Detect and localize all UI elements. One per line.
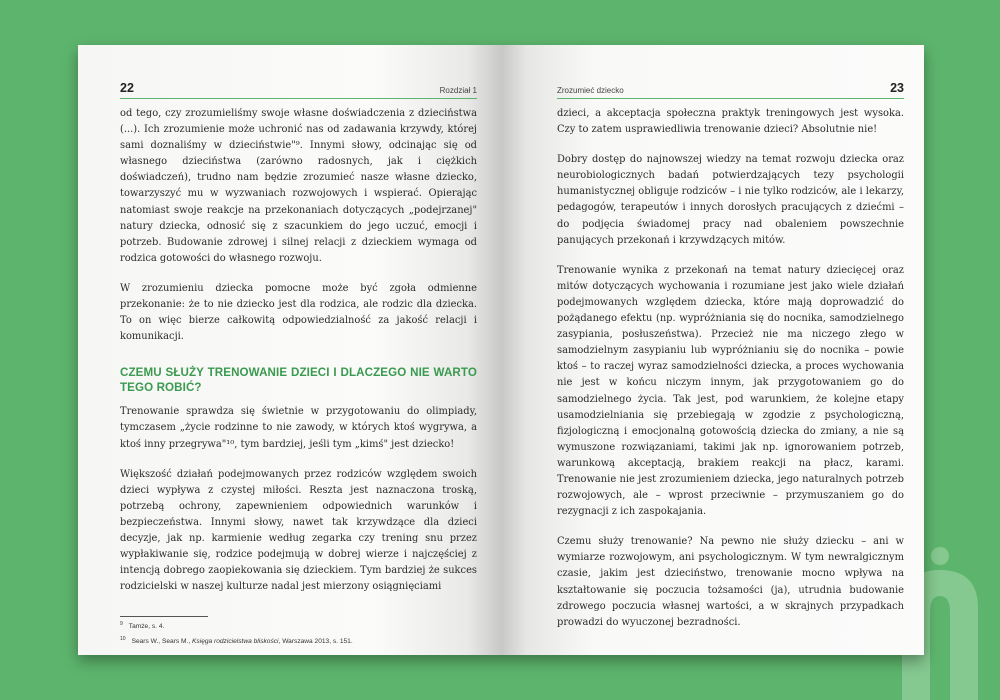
left-running-head	[120, 77, 477, 95]
footnotes	[120, 616, 477, 648]
right-page-number: 23	[890, 81, 904, 95]
right-paragraph-3: Trenowanie wynika z przekonań na temat natury dziecięcej oraz mitów dotyczących wychowania i rozumiane jest jako wiele działań podejmowanych względem dziecka, które mają doprowadzić do pożądanego efektu (np. wypróżniania się do nocnika, samodzielnego zasypiania, posłuszeństwa). Przecież nie ma niczego złego w samodzielnym zasypianiu lub wypróżnianiu się do nocnika – powie ktoś – to raczej wyraz samodzielności dziecka, a proces wychowania nie jest w końcu niczym innym, jak przygotowaniem go do samodzielnego życia. Tak jest, pod warunkiem, że kolejne etapy usamodzielniania się przebiegają w zgodzie z psychologiczną, fizjologiczną i emocjonalną gotowością dziecka do zmiany, a nie są wymuszone rozwiązaniami, takimi jak np. ignorowaniem potrzeb, warunkową akceptacją, brakiem reakcji na płacz, karami. Trenowanie nie jest zrozumieniem dziecka, jego naturalnych potrzeb rozwojowych, ale – wprost przeciwnie – przymuszaniem go do rezygnacji z ich zaspokajania.	[557, 264, 904, 518]
right-page	[501, 45, 924, 655]
left-page	[78, 45, 501, 655]
footnote-number: 9	[120, 621, 123, 627]
footnote-10	[120, 633, 477, 648]
left-page-number: 22	[120, 81, 134, 95]
section-heading: CZEMU SŁUŻY TRENOWANIE DZIECI I DLACZEGO NIE WARTO TEGO ROBIĆ?	[120, 366, 477, 395]
footnote-text-end: , Warszawa 2013, s. 151.	[278, 638, 353, 646]
left-paragraph-3: Trenowanie sprawdza się świetnie w przygotowaniu do olimpiady, tymczasem „życie rodzinne to nie zawody, w których ktoś wygrywa, a ktoś inny przegrywa"¹⁰, tym bardziej, jeśli tym „kimś" jest dziecko!	[120, 406, 477, 450]
right-chapter-title: Zrozumieć dziecko	[557, 86, 624, 95]
footnote-rule	[120, 616, 208, 617]
footnote-book-title: Księga rodzicielstwa bliskości	[192, 638, 279, 646]
right-paragraph-2: Dobry dostęp do najnowszej wiedzy na temat rozwoju dziecka oraz neurobiologicznych badań potwierdzających tezy psychologii humanistycznej obliguje rodziców – i nie tylko rodziców, ale i lekarzy, pedagogów, terapeutów i innych dorosłych pracujących z dziećmi – do podjęcia świadomej pracy nad obaleniem powszechnie panujących przekonań i krzywdzących mitów.	[557, 154, 904, 246]
right-running-head	[557, 77, 904, 95]
footnote-text: Tamże, s. 4.	[128, 623, 165, 631]
right-paragraph-4: Czemu służy trenowanie? Na pewno nie służy dziecku – ani w wymiarze rozwojowym, ani psychologicznym. W tym newralgicznym czasie, jakim jest dzieciństwo, trenowanie mocno wpływa na kształtowanie się poczucia tożsamości (ja), utrudnia budowanie zdrowego poczucia własnej wartości, a w skrajnych przypadkach prowadzi do wyuczonej bezradności.	[557, 536, 904, 628]
footnote-text: Sears W., Sears M.,	[131, 638, 193, 646]
left-paragraph-2: W zrozumieniu dziecka pomocne może być zgoła odmienne przekonanie: że to nie dziecko jest dla rodzica, ale rodzic dla dziecka. To on więc bierze całkowitą odpowiedzialność za jakość relacji i komunikacji.	[120, 282, 477, 343]
right-page-body	[557, 106, 904, 645]
left-header-rule	[120, 98, 477, 99]
left-chapter-title: Rozdział 1	[439, 86, 477, 95]
footnote-number: 10	[120, 636, 126, 643]
footnote-9	[120, 618, 477, 633]
right-header-rule	[557, 98, 904, 99]
right-paragraph-1: dzieci, a akceptacja społeczna praktyk treningowych jest wysoka. Czy to zatem usprawiedliwia trenowanie dzieci? Absolutnie nie!	[557, 108, 904, 136]
left-paragraph-1: od tego, czy zrozumieliśmy swoje własne doświadczenia z dzieciństwa (...). Ich zrozumienie może uchronić nas od zadawania krzywdy, której sami doznaliśmy w dzieciństwie"⁹. Innymi słowy, odcinając się od własnego dzieciństwa (zarówno radosnych, jak i ciężkich doświadczeń), trudno nam będzie zrozumieć nasze własne dziecko, towarzyszyć mu w wyzwaniach rozwojowych i wspierać. Opierając natomiast swoje reakcje na przekonaniach dotyczących „podejrzanej" natury dziecka, odnosić się z szacunkiem do jego uczuć, emocji i potrzeb. Budowanie zdrowej i silnej relacji z dzieckiem wymaga od rodzica gotowości do własnego rozwoju.	[120, 108, 477, 264]
open-book	[78, 45, 924, 655]
left-paragraph-4: Większość działań podejmowanych przez rodziców względem swoich dzieci wypływa z czystej miłości. Reszta jest naznaczona troską, potrzebą ochrony, zapewnieniem odpowiednich warunków i bezpieczeństwa. Innymi słowy, nawet tak krzywdzące dla dzieci decyzje, jak np. karmienie według zegarka czy trening snu przez wypłakiwanie się, rodzice podejmują w dobrej wierze i najczęściej z intencją dobrego zaopiekowania się dzieckiem. Tym bardziej że sukces rodzicielski w naszej kulturze nadal jest mierzony osiągnięciami	[120, 468, 477, 593]
left-page-body	[120, 106, 477, 609]
